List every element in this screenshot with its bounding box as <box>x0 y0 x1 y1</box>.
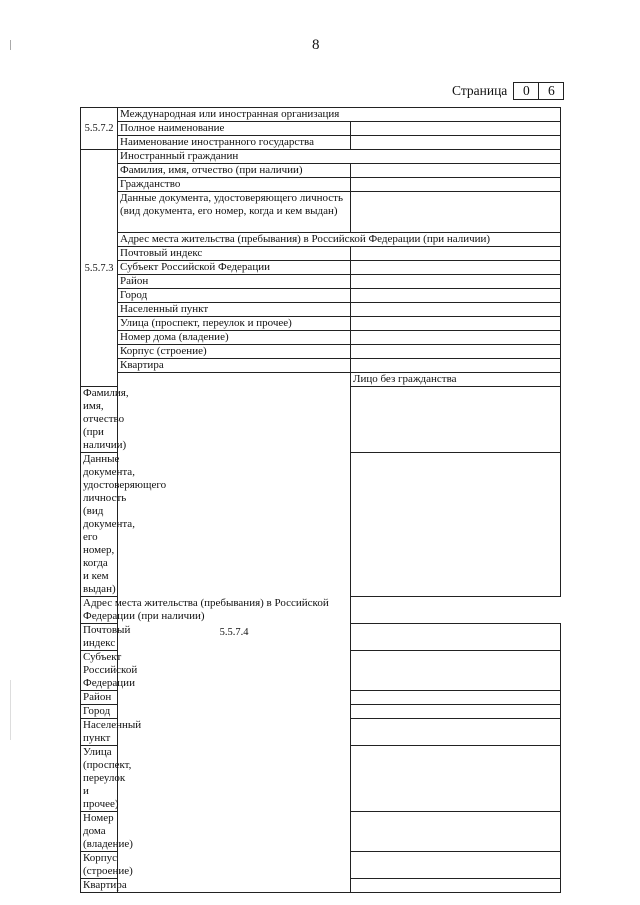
field-label: Номер дома (владение) <box>118 331 351 345</box>
table-row <box>81 164 561 178</box>
table-row <box>81 275 561 289</box>
field-label: Квартира <box>81 879 118 893</box>
field-label: Улица (проспект, переулок и прочее) <box>81 746 118 812</box>
section-heading: Международная или иностранная организация <box>118 108 561 122</box>
address-heading: Адрес места жительства (пребывания) в Российской Федерации (при наличии) <box>118 233 561 247</box>
field-label: Населенный пункт <box>81 719 118 746</box>
field-label: Гражданство <box>118 178 351 192</box>
field-value[interactable] <box>351 746 561 812</box>
page-digit-2: 6 <box>539 82 564 100</box>
field-label: Фамилия, имя, отчество (при наличии) <box>81 387 118 453</box>
field-value[interactable] <box>351 453 561 597</box>
field-label: Район <box>81 691 118 705</box>
field-value[interactable] <box>351 192 561 233</box>
field-value[interactable] <box>351 812 561 852</box>
field-label: Субъект Российской Федерации <box>81 651 118 691</box>
field-value[interactable] <box>351 317 561 331</box>
field-label: Квартира <box>118 359 351 373</box>
field-label: Улица (проспект, переулок и прочее) <box>118 317 351 331</box>
field-value[interactable] <box>351 879 561 893</box>
field-value[interactable] <box>351 275 561 289</box>
field-value[interactable] <box>351 289 561 303</box>
table-row <box>81 233 561 247</box>
field-value[interactable] <box>351 164 561 178</box>
table-row <box>81 122 561 136</box>
table-row <box>81 303 561 317</box>
field-value[interactable] <box>351 387 561 453</box>
field-value[interactable] <box>351 261 561 275</box>
field-value[interactable] <box>351 705 561 719</box>
section-number: 5.5.7.2 <box>81 108 118 150</box>
table-row <box>81 192 561 233</box>
field-label: Корпус (строение) <box>81 852 118 879</box>
address-heading: Адрес места жительства (пребывания) в Российской Федерации (при наличии) <box>81 597 351 624</box>
page-digit-1: 0 <box>513 82 539 100</box>
scan-mark <box>10 680 11 740</box>
table-row <box>81 108 561 122</box>
table-row <box>81 345 561 359</box>
field-label: Фамилия, имя, отчество (при наличии) <box>118 164 351 178</box>
table-row <box>81 178 561 192</box>
field-value[interactable] <box>351 303 561 317</box>
field-value[interactable] <box>351 178 561 192</box>
field-label: Наименование иностранного государства <box>118 136 351 150</box>
field-label: Данные документа, удостоверяющего личность (вид документа, его номер, когда и кем выдан) <box>118 192 351 233</box>
page-indicator <box>452 82 564 100</box>
scan-mark <box>10 40 11 50</box>
table-row <box>81 359 561 373</box>
section-number: 5.5.7.3 <box>81 150 118 387</box>
field-label: Район <box>118 275 351 289</box>
table-row <box>81 289 561 303</box>
page-label: Страница <box>452 83 508 98</box>
field-value[interactable] <box>351 691 561 705</box>
table-row <box>81 261 561 275</box>
section-heading: Иностранный гражданин <box>118 150 561 164</box>
form-table <box>80 107 561 893</box>
section-number: 5.5.7.4 <box>118 373 351 893</box>
field-value[interactable] <box>351 247 561 261</box>
field-label: Полное наименование <box>118 122 351 136</box>
field-label: Почтовый индекс <box>118 247 351 261</box>
table-row <box>81 373 561 387</box>
field-value[interactable] <box>351 852 561 879</box>
section-heading: Лицо без гражданства <box>351 373 561 387</box>
field-value[interactable] <box>351 359 561 373</box>
field-label: Данные документа, удостоверяющего личность (вид документа, его номер, когда и кем выдан) <box>81 453 118 597</box>
field-value[interactable] <box>351 719 561 746</box>
field-label: Город <box>81 705 118 719</box>
table-row <box>81 331 561 345</box>
field-label: Номер дома (владение) <box>81 812 118 852</box>
field-value[interactable] <box>351 136 561 150</box>
field-label: Корпус (строение) <box>118 345 351 359</box>
field-value[interactable] <box>351 331 561 345</box>
field-value[interactable] <box>351 624 561 651</box>
field-value[interactable] <box>351 651 561 691</box>
table-row <box>81 247 561 261</box>
table-row <box>81 597 561 624</box>
table-row <box>81 136 561 150</box>
table-row <box>81 150 561 164</box>
field-label: Населенный пункт <box>118 303 351 317</box>
field-label: Субъект Российской Федерации <box>118 261 351 275</box>
field-value[interactable] <box>351 122 561 136</box>
field-value[interactable] <box>351 345 561 359</box>
table-row <box>81 317 561 331</box>
field-label: Почтовый индекс <box>81 624 118 651</box>
page-number: 8 <box>312 37 320 53</box>
field-label: Город <box>118 289 351 303</box>
